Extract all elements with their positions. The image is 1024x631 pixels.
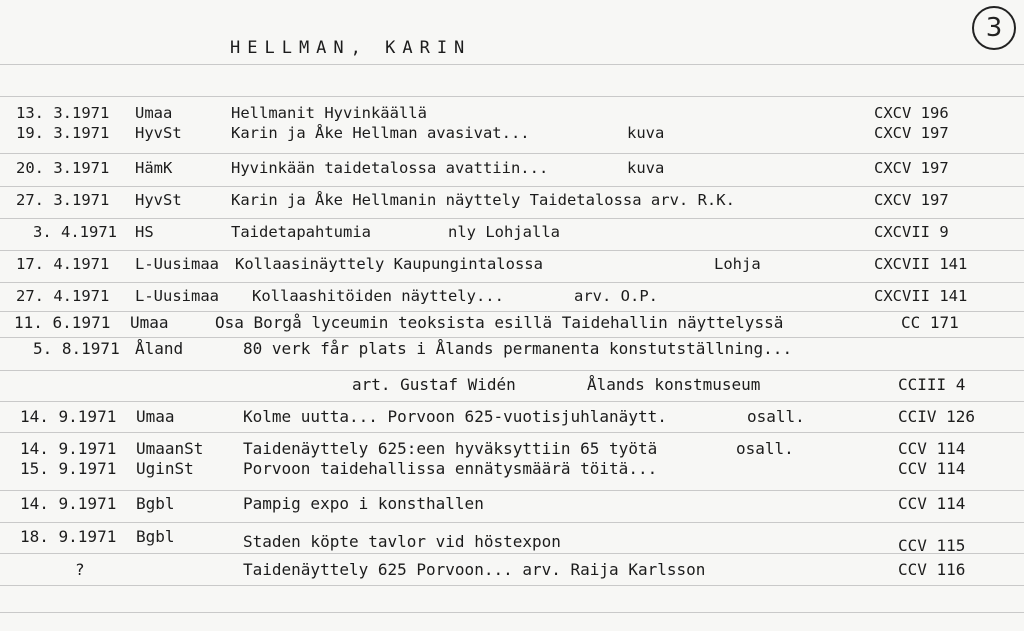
rule-line [0,250,1024,251]
entry-text: Hyvinkään taidetalossa avattiin... [231,159,549,177]
entry-source: Bgbl [136,527,175,546]
entry-date: 3. 4.1971 [33,223,117,241]
card-title: HELLMAN, KARIN [230,38,472,58]
rule-line [0,522,1024,523]
entry-source: Umaa [135,104,173,122]
entry-source: L-Uusimaa [135,255,219,273]
rule-line [0,96,1024,97]
rule-line [0,153,1024,154]
entry-date: 20. 3.1971 [16,159,110,177]
entry-row [0,560,1024,584]
entry-extra: kuva [627,159,665,177]
entry-source: HämK [135,159,173,177]
entry-text: Kollaashitöiden näyttely... [252,287,504,305]
entry-extra: Lohja [714,255,761,273]
entry-ref: CXCV 197 [874,191,949,209]
entry-row [0,255,1024,279]
entry-row [0,494,1024,518]
entry-extra: arv. O.P. [574,287,658,305]
entry-date: 14. 9.1971 [20,407,117,426]
entry-text: Porvoon taidehallissa ennätysmäärä töitä... [243,459,658,478]
entry-extra: kuva [627,124,665,142]
entry-ref: CXCVII 141 [874,287,968,305]
entry-row [0,313,1024,337]
entry-date: ? [75,560,85,579]
entry-source: Umaa [130,313,169,332]
entry-row [0,459,1024,483]
entry-extra: osall. [736,439,794,458]
entry-source: HyvSt [135,191,182,209]
entry-ref: CXCVII 9 [874,223,949,241]
entry-ref: CXCV 197 [874,159,949,177]
entry-text: Pampig expo i konsthallen [243,494,484,513]
entry-text: Taidenäyttely 625 Porvoon... arv. Raija Karlsson [243,560,706,579]
entry-date: 13. 3.1971 [16,104,110,122]
page-number-circle: 3 [972,6,1016,50]
entry-date: 14. 9.1971 [20,439,117,458]
entry-date: 17. 4.1971 [16,255,110,273]
entry-text: Taidetapahtumia [231,223,371,241]
entry-row [0,407,1024,431]
entry-ref: CCIV 126 [898,407,976,426]
entry-ref: CCV 114 [898,439,966,458]
entry-ref: CCV 114 [898,459,966,478]
entry-source: Umaa [136,407,175,426]
entry-text: Karin ja Åke Hellman avasivat... [231,124,530,142]
entry-ref: CXCV 197 [874,124,949,142]
rule-line [0,186,1024,187]
rule-line [0,64,1024,65]
entry-row [0,339,1024,363]
entry-date: 19. 3.1971 [16,124,110,142]
entry-row [0,124,1024,148]
rule-line [0,282,1024,283]
entry-source: HyvSt [135,124,182,142]
entry-ref: CCV 115 [898,536,966,555]
entry-text: 80 verk får plats i Ålands permanenta konstutställning... [243,339,793,358]
entry-source: HS [135,223,154,241]
entry-date: 27. 4.1971 [16,287,110,305]
entry-row [0,527,1024,555]
entry-date: 18. 9.1971 [20,527,117,546]
entry-text: Kollaasinäyttely Kaupungintalossa [235,255,543,273]
entry-date: 5. 8.1971 [33,339,120,358]
entry-ref: CCV 114 [898,494,966,513]
entry-text: Taidenäyttely 625:een hyväksyttiin 65 työtä [243,439,658,458]
entry-row [0,159,1024,183]
rule-line [0,337,1024,338]
entry-ref: CXCV 196 [874,104,949,122]
rule-line [0,490,1024,491]
entry-source: L-Uusimaa [135,287,219,305]
entry-text: Osa Borgå lyceumin teoksista esillä Taidehallin näyttelyssä [215,313,784,332]
rule-line [0,553,1024,554]
entry-date: 27. 3.1971 [16,191,110,209]
rule-line [0,612,1024,613]
entry-row [0,191,1024,215]
entry-text: Hellmanit Hyvinkäällä [231,104,427,122]
rule-line [0,311,1024,312]
entry-row [0,287,1024,311]
entry-text: art. Gustaf Widén [352,375,516,394]
entry-source: Åland [135,339,184,358]
entry-row [0,223,1024,247]
entry-ref: CCIII 4 [898,375,966,394]
entry-extra: Ålands konstmuseum [587,375,761,394]
entry-extra: osall. [747,407,805,426]
entry-ref: CCV 116 [898,560,966,579]
entry-source: Bgbl [136,494,175,513]
entry-date: 14. 9.1971 [20,494,117,513]
entry-ref: CXCVII 141 [874,255,968,273]
rule-line [0,218,1024,219]
entry-source: UginSt [136,459,194,478]
rule-line [0,370,1024,371]
entry-text: Kolme uutta... Porvoon 625-vuotisjuhlanäytt. [243,407,667,426]
entry-text: Staden köpte tavlor vid höstexpon [243,532,561,551]
entry-ref: CC 171 [901,313,959,332]
entry-text: Karin ja Åke Hellmanin näyttely Taidetalossa arv. R.K. [231,191,735,209]
entry-row [0,375,1024,399]
entry-date: 11. 6.1971 [14,313,111,332]
entry-date: 15. 9.1971 [20,459,117,478]
rule-line [0,585,1024,586]
entry-source: UmaanSt [136,439,204,458]
rule-line [0,401,1024,402]
rule-line [0,432,1024,433]
entry-extra: nly Lohjalla [448,223,560,241]
